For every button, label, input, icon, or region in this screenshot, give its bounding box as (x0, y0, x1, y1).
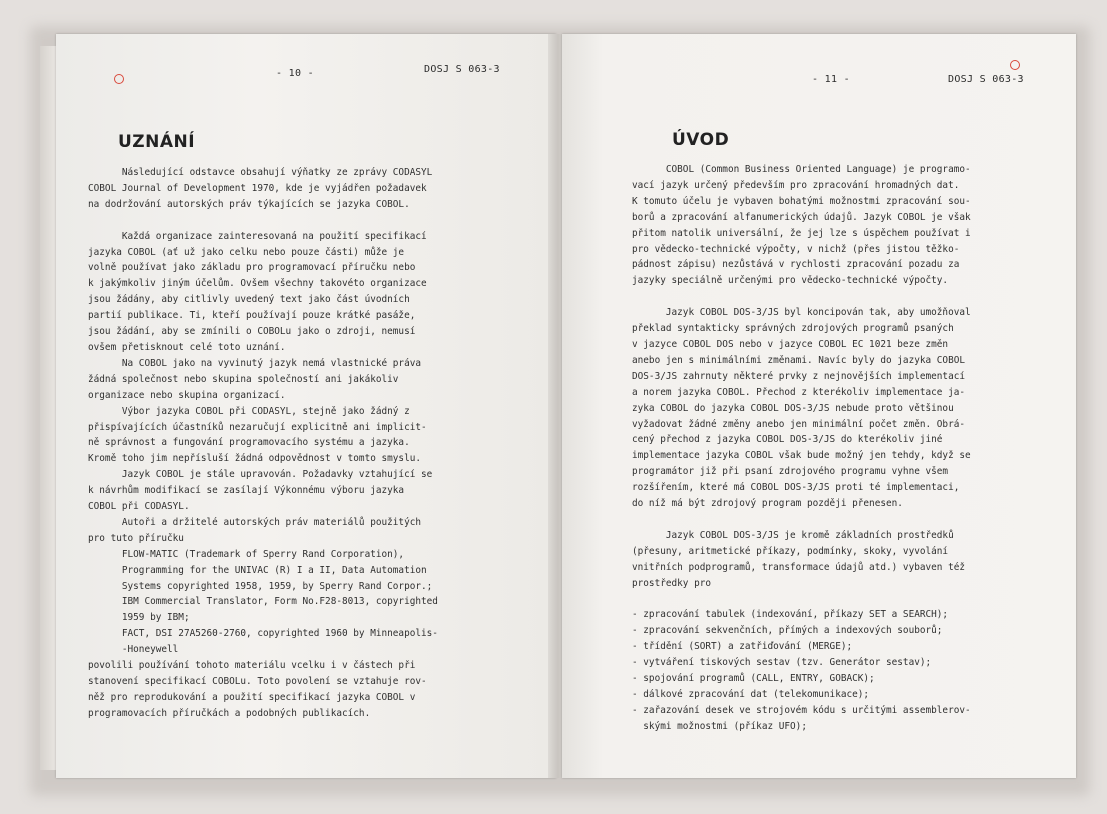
text-line: programátor již při psaní zdrojového programu vyhne všem (632, 466, 949, 478)
text-line: zyka COBOL do jazyka COBOL DOS-3/JS nebude proto většinou (632, 402, 954, 414)
text-line: COBOL Journal of Development 1970, kde je vyjádřen požadavek (88, 182, 427, 194)
text-line: volně používat jako základu pro programovací příručku nebo (88, 262, 416, 274)
doc-code: DOSJ S 063-3 (948, 74, 1024, 85)
text-line: přispívajících účastníků nezaručují explicitně ani implicit- (88, 421, 427, 433)
text-line (632, 512, 971, 528)
text-line: Systems copyrighted 1958, 1959, by Sperry Rand Corpor.; (88, 580, 433, 592)
text-line: jsou žádání, aby se zmínili o COBOLu jako o zdroji, nemusí (88, 326, 416, 338)
text-line: cený přechod z jazyka COBOL DOS-3/JS do kterékoliv jiné (632, 434, 943, 446)
text-line (88, 213, 438, 229)
red-circle-mark-icon (114, 74, 124, 84)
text-line: anebo jen s minimálními změnami. Navíc byly do jazyka COBOL (632, 354, 966, 366)
text-line: k jakýmkoliv jiným účelům. Ovšem všechny takovéto organizace (88, 278, 427, 290)
text-line: Výbor jazyka COBOL při CODASYL, stejně jako žádný z (88, 405, 410, 417)
text-line: implementace jazyka COBOL však bude možný jen tehdy, když se (632, 450, 971, 462)
text-line: rozšířením, které má COBOL DOS-3/JS proti té implementaci, (632, 482, 960, 494)
text-line: pádnost zápisu) nezůstává v rychlosti zpracování pozadu za (632, 259, 960, 271)
text-line: borů a zpracování alfanumerických údajů. Jazyk COBOL je však (632, 211, 971, 223)
text-line: FLOW-MATIC (Trademark of Sperry Rand Corporation), (88, 548, 405, 560)
text-line: - vytváření tiskových sestav (tzv. Generátor sestav); (632, 657, 932, 669)
text-line: -Honeywell (88, 644, 179, 656)
text-line: Následující odstavce obsahují výňatky ze zprávy CODASYL (88, 167, 433, 178)
text-line: - spojování programů (CALL, ENTRY, GOBACK); (632, 673, 875, 684)
text-line: ně správnost a fungování programovacího systému a jazyka. (88, 437, 410, 449)
text-line: (přesuny, aritmetické příkazy, podmínky, skoky, vyvolání (632, 545, 949, 557)
text-line: IBM Commercial Translator, Form No.F28-8013, copyrighted (88, 596, 438, 608)
text-line: vací jazyk určený především pro zpracování hromadných dat. (632, 179, 960, 191)
body-text (88, 165, 438, 722)
text-line: Jazyk COBOL DOS-3/JS byl koncipován tak, aby umožňoval (632, 307, 971, 319)
text-line: COBOL při CODASYL. (88, 501, 190, 513)
text-line: - zařazování desek ve strojovém kódu s určitými assemblerov- (632, 704, 971, 716)
text-line: partií publikace. Ti, kteří používají pouze krátké pasáže, (88, 310, 416, 322)
text-line: Jazyk COBOL DOS-3/JS je kromě základních prostředků (632, 529, 954, 541)
text-line: Jazyk COBOL je stále upravován. Požadavky vztahující se (88, 469, 433, 481)
text-line: jsou žádány, aby citlivly uvedený text jako část úvodních (88, 294, 410, 306)
left-page (56, 34, 556, 778)
text-line: Programming for the UNIVAC (R) I a II, Data Automation (88, 564, 427, 576)
text-line: něž pro reprodukování a použití specifikací jazyka COBOL v (88, 691, 416, 703)
text-line: stanovení specifikací COBOLu. Toto povolení se vztahuje rov- (88, 676, 427, 687)
text-line: vyžadovat žádné změny anebo jen minimální počet změn. Obrá- (632, 418, 966, 430)
text-line: - zpracování sekvenčních, přímých a indexových souborů; (632, 625, 943, 637)
doc-code: DOSJ S 063-3 (424, 64, 500, 75)
text-line: Každá organizace zainteresovaná na použití specifikací (88, 230, 427, 242)
text-line: Kromě toho jim nepřísluší žádná odpovědnost v tomto smyslu. (88, 453, 422, 465)
text-line: a norem jazyka COBOL. Přechod z kterékoliv implementace ja- (632, 386, 966, 398)
text-line: v jazyce COBOL DOS nebo v jazyce COBOL EC 1021 beze změn (632, 338, 949, 350)
text-line: jazyky speciálně určenými pro vědecko-technické výpočty. (632, 275, 949, 287)
right-page (562, 34, 1076, 778)
text-line: Autoři a držitelé autorských práv materiálů použitých (88, 516, 422, 528)
text-line: pro vědecko-technické výpočty, v nichž (přes jistou těžko- (632, 243, 960, 255)
text-line: přitom natolik universální, že jej lze s úspěchem používat i (632, 227, 971, 239)
text-line: prostředky pro (632, 577, 712, 589)
text-line: do níž má být zdrojový program později přenesen. (632, 498, 903, 510)
text-line (632, 591, 971, 607)
page-heading: UZNÁNÍ (118, 132, 196, 152)
text-line: žádná společnost nebo skupina společností ani jakákoliv (88, 373, 399, 385)
text-line: - dálkové zpracování dat (telekomunikace); (632, 688, 870, 700)
text-line: pro tuto příručku (88, 532, 184, 544)
text-line: DOS-3/JS zahrnuty některé prvky z nejnovějších implementací (632, 370, 966, 382)
text-line: FACT, DSI 27A5260-2760, copyrighted 1960 by Minneapolis- (88, 628, 438, 640)
text-line: COBOL (Common Business Oriented Language) je programo- (632, 164, 971, 175)
text-line: jazyka COBOL (ať už jako celku nebo pouze části) může je (88, 246, 405, 258)
text-line: ovšem přetisknout celé toto uznání. (88, 341, 286, 353)
page-number: - 10 - (276, 68, 314, 79)
text-line: programovacích příručkách a podobných publikacích. (88, 707, 371, 719)
text-line: skými možnostmi (příkaz UFO); (632, 720, 807, 732)
text-line: překlad syntakticky správných zdrojových programů psaných (632, 323, 954, 335)
text-line: - třídění (SORT) a zatřiďování (MERGE); (632, 641, 853, 653)
text-line: povolili používání tohoto materiálu vcelku i v částech při (88, 660, 416, 672)
text-line: 1959 by IBM; (88, 612, 190, 624)
body-text (632, 162, 971, 735)
text-line: organizace nebo skupina organizací. (88, 389, 286, 401)
page-number: - 11 - (812, 74, 850, 85)
text-line: - zpracování tabulek (indexování, příkazy SET a SEARCH); (632, 609, 949, 621)
text-line (632, 289, 971, 305)
text-line: Na COBOL jako na vyvinutý jazyk nemá vlastnické práva (88, 357, 422, 369)
red-circle-mark-icon (1010, 60, 1020, 70)
text-line: k návrhům modifikací se zasílají Výkonnému výboru jazyka (88, 485, 405, 497)
page-heading: ÚVOD (672, 130, 730, 150)
text-line: vnitřních podprogramů, transformace údajů atd.) vybaven též (632, 561, 966, 573)
text-line: K tomuto účelu je vybaven bohatými možnostmi zpracování sou- (632, 195, 971, 207)
text-line: na dodržování autorských práv týkajících se jazyka COBOL. (88, 198, 410, 210)
